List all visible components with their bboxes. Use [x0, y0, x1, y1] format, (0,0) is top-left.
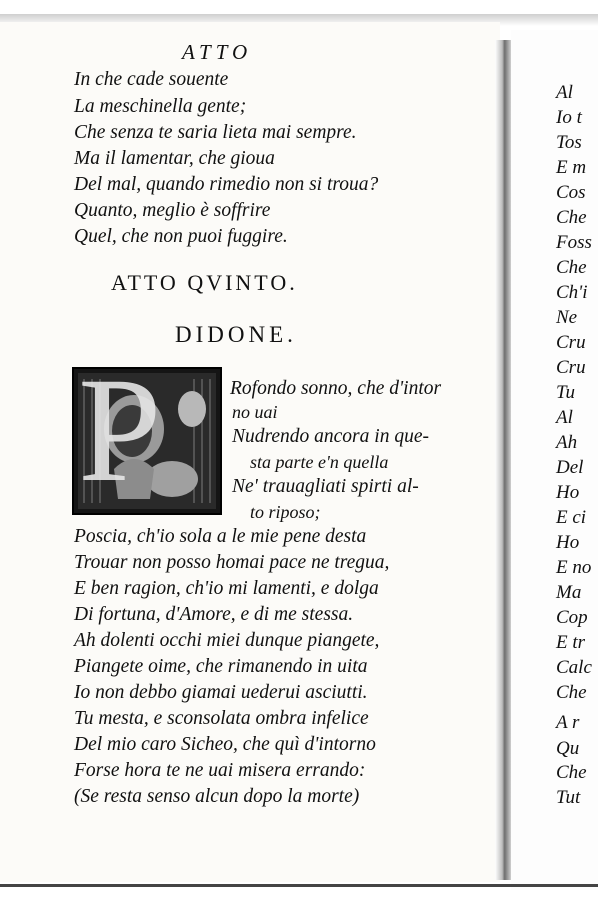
chorus-line: Quel, che non puoi fuggire.: [74, 226, 288, 247]
right-page-line: Cru: [556, 332, 586, 353]
right-page-line: A r: [556, 712, 580, 733]
speech-line: Piangete oime, che rimanendo in uita: [74, 656, 368, 677]
right-page-line: Cru: [556, 357, 586, 378]
right-page-line: Che: [556, 257, 587, 278]
speech-line: Trouar non posso homai pace ne tregua,: [74, 552, 390, 573]
speech-line: Nudrendo ancora in que-: [232, 426, 429, 447]
right-page-line: Tu: [556, 382, 576, 403]
right-page-line: Ne: [556, 307, 578, 328]
speech-line: Rofondo sonno, che d'intor: [230, 378, 442, 399]
running-head: ATTO: [182, 40, 253, 64]
right-page-line: Calc: [556, 657, 592, 678]
speech-line: Io non debbo giamai uederui asciutti.: [74, 682, 368, 703]
speech-line: (Se resta senso alcun dopo la morte): [74, 786, 360, 807]
chorus-line: In che cade souente: [74, 69, 229, 90]
right-page-line: Al: [556, 407, 573, 428]
right-page-line: Ho: [556, 482, 580, 503]
right-page-line: Del: [556, 457, 584, 478]
right-page-line: Qu: [556, 738, 580, 759]
chorus-line: Del mal, quando rimedio non si troua?: [74, 174, 379, 195]
right-page-line: Ho: [556, 532, 580, 553]
speech-line: Poscia, ch'io sola a le mie pene desta: [74, 526, 367, 547]
right-page-line: E ci: [556, 507, 587, 528]
chorus-line: Ma il lamentar, che gioua: [74, 148, 275, 169]
right-page-line: Che: [556, 682, 587, 703]
speech-line: Di fortuna, d'Amore, e di me stessa.: [74, 604, 354, 625]
speech-line: Forse hora te ne uai misera errando:: [74, 760, 366, 781]
speech-line: Ah dolenti occhi miei dunque piangete,: [74, 630, 380, 651]
right-page-line: Tut: [556, 787, 581, 808]
right-page-line: E m: [556, 157, 587, 178]
initial-letter: P: [78, 347, 162, 513]
page-bottom-edge: [0, 884, 598, 887]
right-page-line: Foss: [556, 232, 592, 253]
right-page-line: Ch'i: [556, 282, 588, 303]
book-gutter: [495, 40, 511, 880]
decorated-initial: [72, 347, 222, 515]
speech-line: Del mio caro Sicheo, che quì d'intorno: [74, 734, 376, 755]
right-page-line: Cop: [556, 607, 588, 628]
right-page-line: Che: [556, 762, 587, 783]
right-page-line: E no: [556, 557, 592, 578]
right-page-line: Ah: [556, 432, 578, 453]
right-page-line: Cos: [556, 182, 586, 203]
right-page-line: Che: [556, 207, 587, 228]
act-title: ATTO QVINTO.: [111, 270, 298, 295]
speech-line: sta parte e'n quella: [250, 452, 389, 472]
right-page-line: Io t: [556, 107, 582, 128]
speech-line: E ben ragion, ch'io mi lamenti, e dolga: [74, 578, 379, 599]
speech-line: no uai: [232, 402, 278, 422]
speech-line: to riposo;: [250, 502, 321, 522]
right-page-line: Al: [556, 82, 573, 103]
character-name: DIDONE.: [175, 322, 297, 347]
chorus-line: La meschinella gente;: [74, 96, 247, 117]
speech-line: Tu mesta, e sconsolata ombra infelice: [74, 708, 369, 729]
right-page-line: E tr: [556, 632, 586, 653]
right-page-line: Tos: [556, 132, 582, 153]
chorus-line: Quanto, meglio è soffrire: [74, 200, 271, 221]
right-page-line: Ma: [556, 582, 582, 603]
speech-line: Ne' trauagliati spirti al-: [232, 476, 419, 497]
chorus-line: Che senza te saria lieta mai sempre.: [74, 122, 357, 143]
